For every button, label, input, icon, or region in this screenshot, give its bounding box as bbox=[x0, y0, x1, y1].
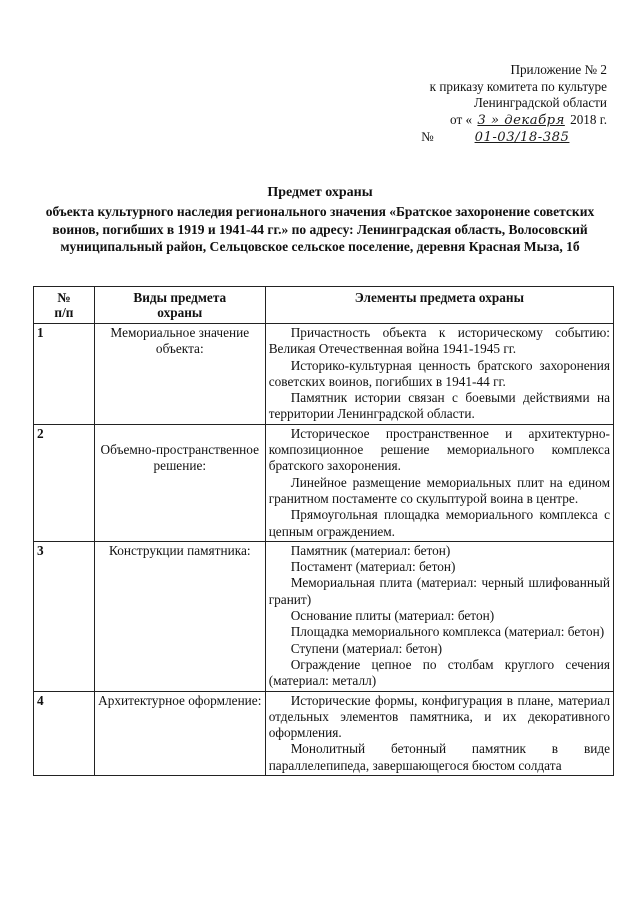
row-number: 3 bbox=[34, 541, 95, 691]
row-kind: Мемориальное значение объекта: bbox=[94, 324, 265, 425]
annex-region-line: Ленинградской области bbox=[473, 95, 607, 111]
element-item: Линейное размещение мемориальных плит на едином гранитном постаменте со скульптурой воина в центре. bbox=[268, 474, 610, 506]
row-elements bbox=[265, 541, 613, 691]
handwritten-number: 01-03/18-385 bbox=[474, 130, 570, 146]
element-item: Прямоугольная площадка мемориального комплекса с цепным ограждением. bbox=[268, 507, 610, 539]
row-kind: Конструкции памятника: bbox=[94, 541, 265, 691]
annex-date-suffix: 2018 г. bbox=[570, 111, 607, 127]
element-item: Мемориальная плита (материал: черный шлифованный гранит) bbox=[268, 575, 610, 607]
annex-date-prefix: от « bbox=[450, 111, 473, 127]
table-row bbox=[34, 324, 614, 425]
element-item: Историческое пространственное и архитектурно-композиционное решение мемориального комплекса братского захоронения. bbox=[268, 425, 610, 474]
annex-date-line bbox=[367, 112, 607, 130]
row-elements bbox=[265, 691, 613, 775]
element-item: Памятник (материал: бетон) bbox=[290, 542, 451, 558]
row-elements bbox=[265, 324, 613, 425]
handwritten-date: 3 » декабря bbox=[477, 112, 565, 128]
row-kind: Объемно-пространственное решение: bbox=[94, 424, 265, 541]
element-item: Ограждение цепное по столбам круглого сечения (материал: металл) bbox=[268, 656, 610, 689]
document-title bbox=[35, 184, 605, 256]
element-item: Причастность объекта к историческому событию: Великая Отечественная война 1941-1945 гг. bbox=[268, 325, 610, 357]
header-number: № п/п bbox=[34, 287, 95, 324]
table-row bbox=[34, 691, 614, 775]
title-body: объекта культурного наследия регионального значения «Братское захоронение советских воинов, погибших в 1919 и 1941-44 гг.» по адресу: Ленинградская область, Волосовский муниципальный район, Сельцовское сельское поселение, деревня Красная Мыза, 1б bbox=[45, 203, 595, 255]
annex-number-prefix: № bbox=[421, 129, 434, 145]
annex-title: Приложение № 2 bbox=[510, 62, 607, 77]
element-item: Постамент (материал: бетон) bbox=[290, 559, 456, 575]
element-item: Площадка мемориального комплекса (материал: бетон) bbox=[290, 624, 605, 640]
header-kind: Виды предмета охраны bbox=[94, 287, 265, 324]
row-kind: Архитектурное оформление: bbox=[94, 691, 265, 775]
row-number: 2 bbox=[34, 424, 95, 541]
element-item: Ступени (материал: бетон) bbox=[290, 640, 443, 656]
element-item: Исторические формы, конфигурация в плане, материал отдельных элементов памятника, и их декоративного оформления. bbox=[268, 692, 610, 741]
row-elements bbox=[265, 424, 613, 541]
element-item: Основание плиты (материал: бетон) bbox=[290, 608, 495, 624]
table-row bbox=[34, 424, 614, 541]
row-number: 4 bbox=[34, 691, 95, 775]
annex-header bbox=[367, 62, 607, 147]
annex-number-line bbox=[367, 129, 607, 147]
header-elements: Элементы предмета охраны bbox=[265, 287, 613, 324]
table-row bbox=[34, 541, 614, 691]
annex-order-line: к приказу комитета по культуре bbox=[429, 78, 607, 94]
table-header-row bbox=[34, 287, 614, 324]
element-item: Памятник истории связан с боевыми действиями на территории Ленинградской области. bbox=[268, 390, 610, 422]
element-item: Историко-культурная ценность братского захоронения советских воинов, погибших в 1941-44 гг. bbox=[268, 357, 610, 389]
element-item: Монолитный бетонный памятник в виде параллелепипеда, завершающегося бюстом солдата bbox=[268, 741, 610, 773]
row-number: 1 bbox=[34, 324, 95, 425]
title-heading: Предмет охраны bbox=[267, 185, 373, 200]
protection-table bbox=[33, 286, 614, 776]
